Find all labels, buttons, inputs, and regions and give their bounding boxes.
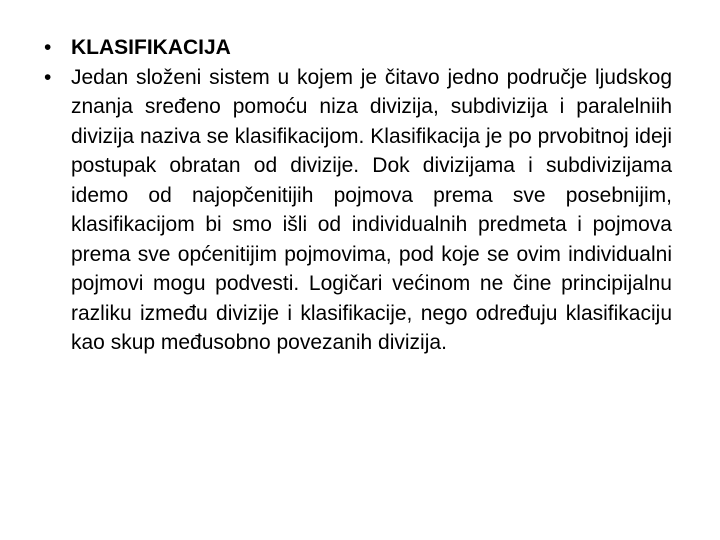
bullet-list <box>44 33 672 358</box>
bullet-item-definition <box>44 63 672 358</box>
definition-paragraph: Jedan složeni sistem u kojem je čitavo jedno područje ljudskog znanja sređeno pomoću niza divizija, subdivizija i paralelniih divizija naziva se klasifikacijom. Klasifikacija je po prvobitnoj ideji postupak obratan od divizije. Dok divizijama i subdivizijama idemo od najopčenitijih pojmova prema sve posebnijim, klasifikacijom bi smo išli od individualnih predmeta i pojmova prema sve općenitijim pojmovima, pod koje se ovim individualni pojmovi mogu podvesti. Logičari većinom ne čine principijalnu razliku između divizije i klasifikacije, nego određuju klasifikaciju kao skup međusobno povezanih divizija. <box>71 65 672 354</box>
slide-heading: KLASIFIKACIJA <box>71 36 231 59</box>
bullet-icon: • <box>44 65 52 89</box>
bullet-icon: • <box>44 36 52 59</box>
bullet-item-title <box>44 33 672 63</box>
